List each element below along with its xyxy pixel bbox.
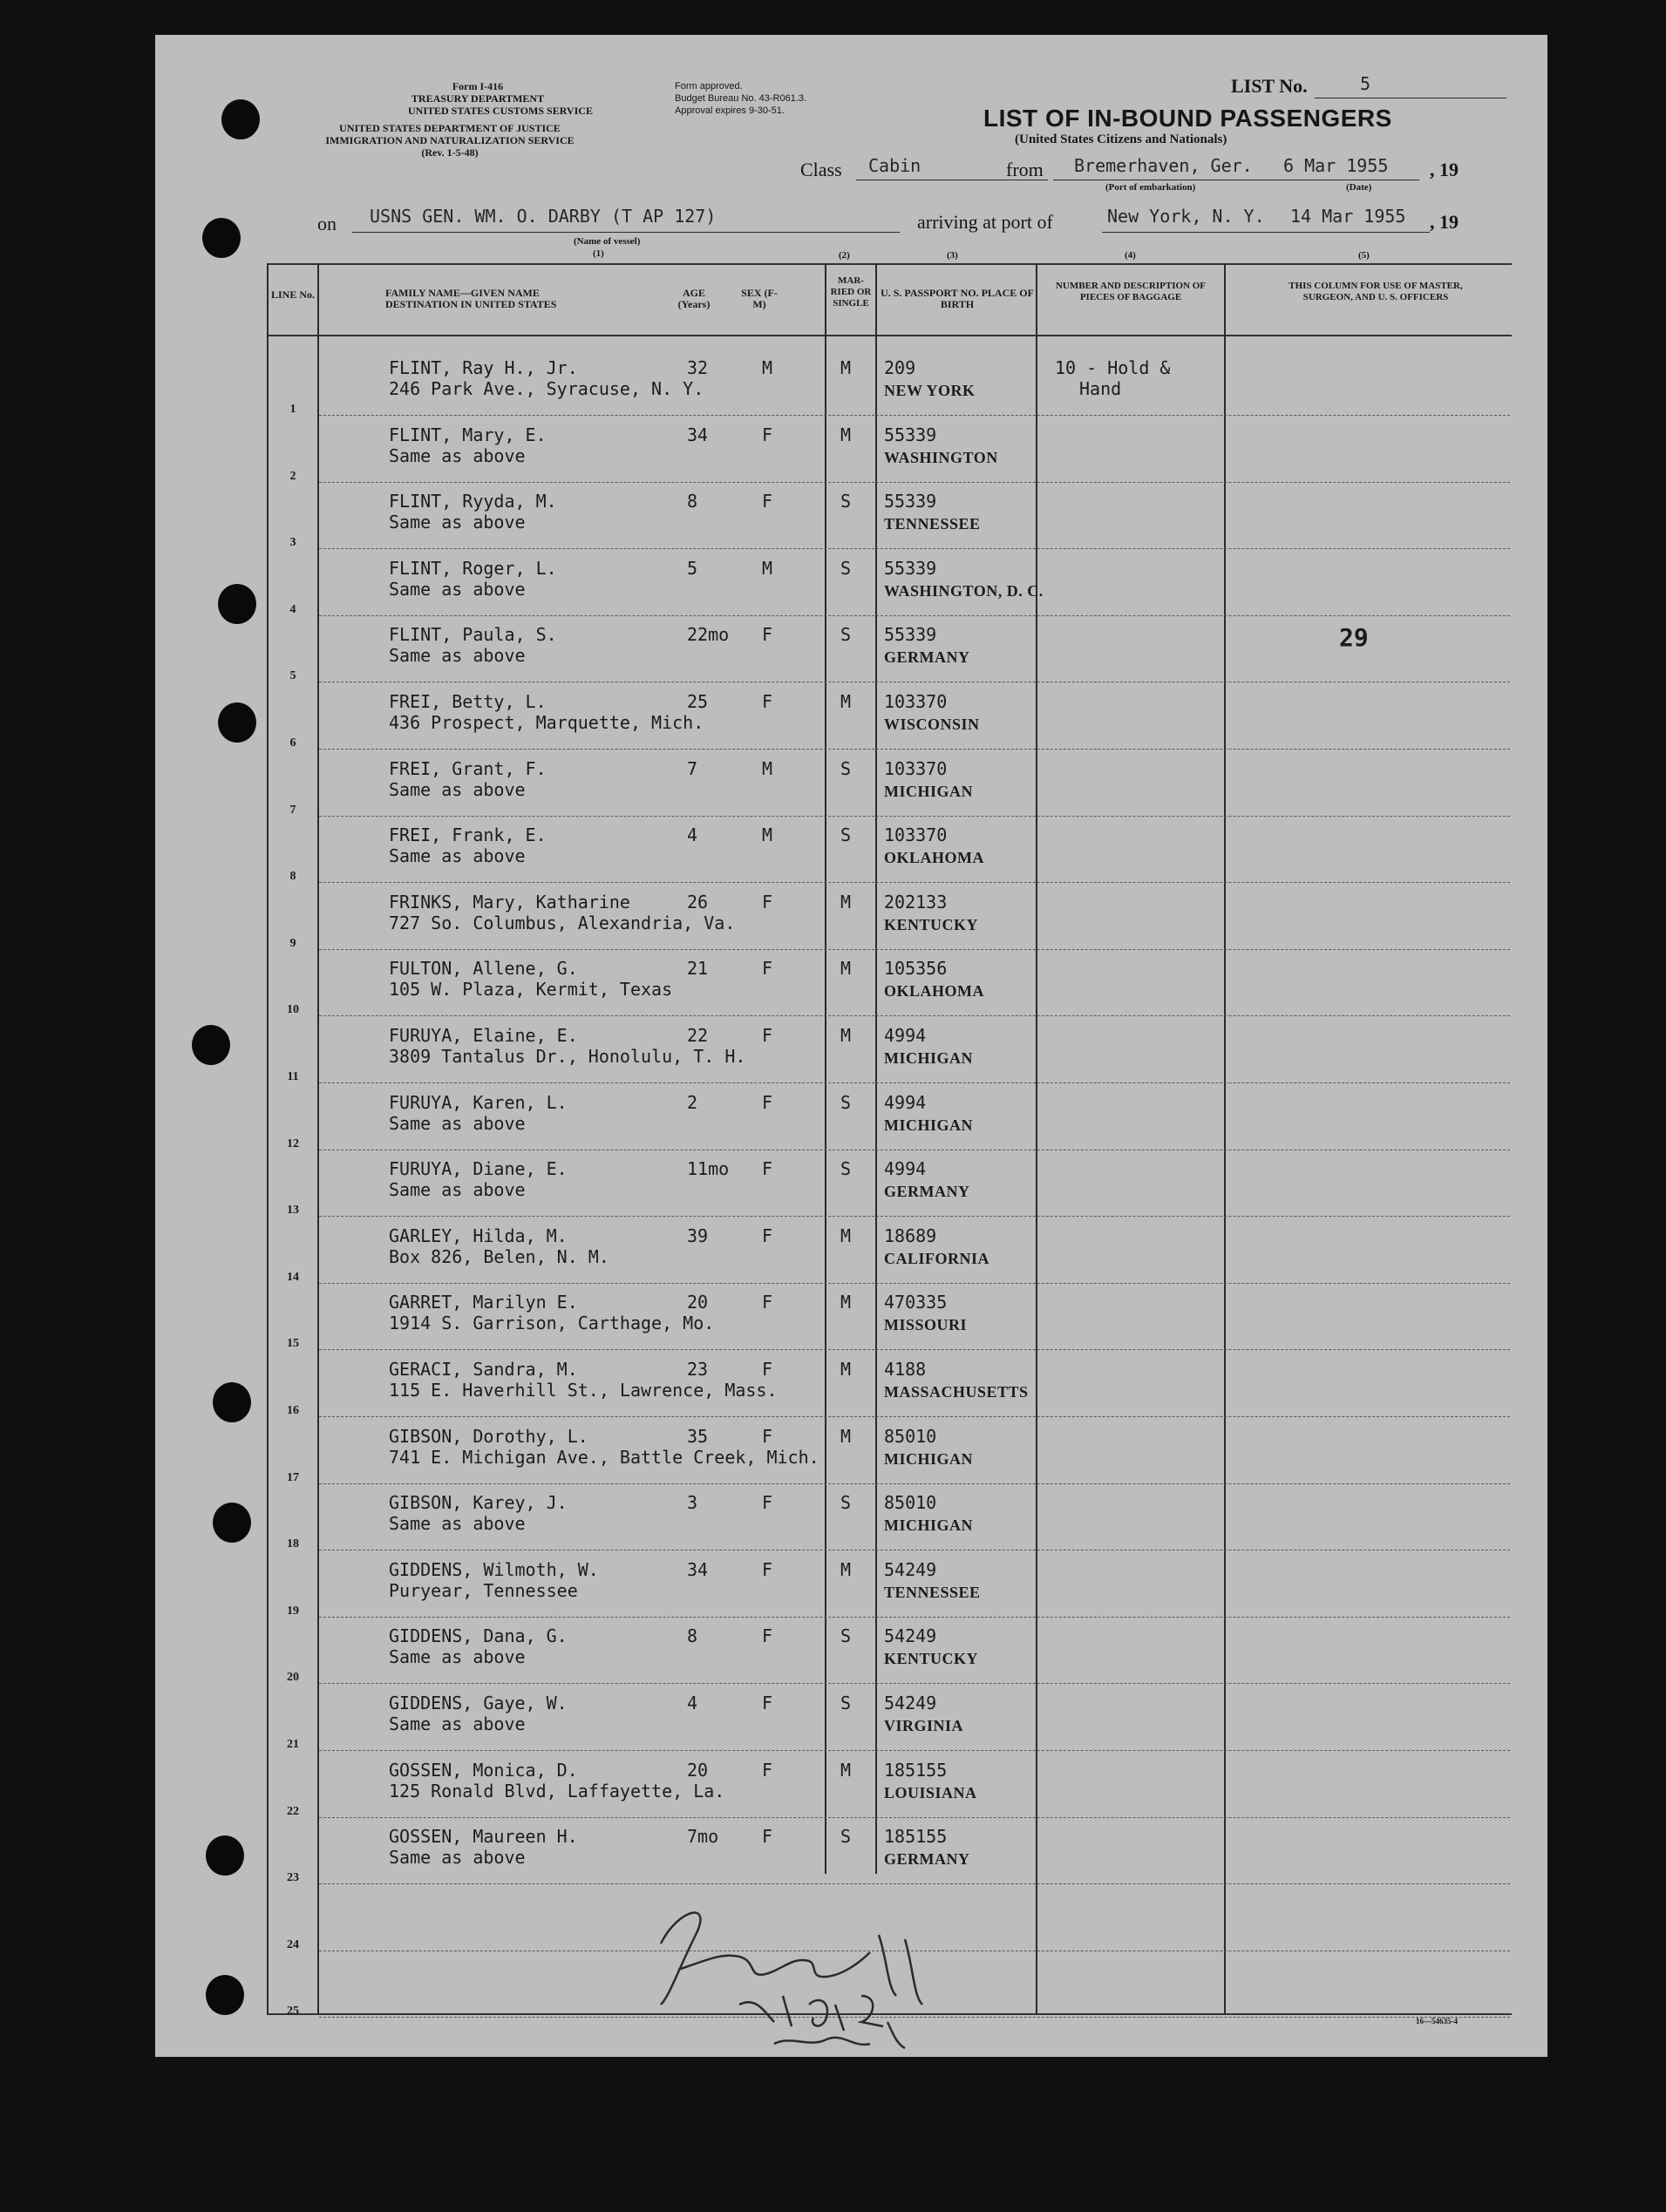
- officer-note: 29: [1339, 623, 1369, 653]
- passenger-destination: Same as above: [389, 1112, 526, 1134]
- vessel-caption: (Name of vessel): [574, 236, 641, 247]
- row-separator: [319, 615, 1510, 616]
- passenger-sex: M: [762, 357, 773, 378]
- passenger-age: 32: [687, 357, 709, 378]
- passenger-destination: Same as above: [389, 444, 526, 466]
- class-label: Class: [800, 159, 842, 180]
- marital-status: S: [840, 624, 852, 646]
- passenger-destination: 105 W. Plaza, Kermit, Texas: [389, 979, 673, 1001]
- passenger-sex: F: [762, 891, 773, 913]
- table-header-border: [267, 335, 1512, 336]
- passenger-name: FURUYA, Diane, E.: [389, 1158, 568, 1180]
- place-of-birth: CALIFORNIA: [884, 1249, 990, 1267]
- line-number: 19: [287, 1604, 299, 1618]
- passenger-age: 4: [687, 1693, 698, 1713]
- passport-number: 185155: [884, 1826, 948, 1848]
- marital-status: S: [840, 1091, 852, 1113]
- passenger-name: GARLEY, Hilda, M.: [389, 1225, 568, 1246]
- col-num-4: (4): [1125, 250, 1136, 261]
- line-number: 24: [287, 1937, 299, 1951]
- row-separator: [319, 415, 1510, 416]
- passenger-destination: Same as above: [389, 1179, 526, 1201]
- passenger-name: GARRET, Marilyn E.: [389, 1292, 578, 1313]
- place-of-birth: OKLAHOMA: [884, 849, 984, 867]
- place-of-birth: OKLAHOMA: [884, 982, 984, 1001]
- baggage-description: 10 - Hold &: [1055, 357, 1171, 378]
- passenger-age: 25: [687, 691, 709, 712]
- passenger-sex: F: [762, 1292, 773, 1313]
- passport-number: 55339: [884, 491, 937, 512]
- passport-number: 470335: [884, 1292, 948, 1313]
- row-separator: [319, 1750, 1510, 1751]
- marital-status: S: [840, 1492, 852, 1514]
- from-port: Bremerhaven, Ger.: [1074, 155, 1253, 176]
- marital-status: M: [840, 357, 852, 378]
- marital-status: M: [840, 1759, 852, 1781]
- passenger-name: GIBSON, Karey, J.: [389, 1492, 568, 1514]
- passenger-destination: Box 826, Belen, N. M.: [389, 1245, 609, 1267]
- line-number: 1: [289, 403, 296, 416]
- row-separator: [319, 949, 1510, 950]
- marital-status: M: [840, 958, 852, 980]
- row-separator: [319, 1617, 1510, 1618]
- place-of-birth: MICHIGAN: [884, 1116, 973, 1134]
- form-service-line: UNITED STATES CUSTOMS SERVICE: [408, 105, 593, 117]
- passport-number: 4188: [884, 1359, 927, 1380]
- row-separator: [319, 1483, 1510, 1484]
- place-of-birth: MICHIGAN: [884, 1517, 973, 1535]
- place-of-birth: MISSOURI: [884, 1316, 968, 1334]
- passenger-sex: F: [762, 1425, 773, 1447]
- col-header-sex: SEX (F-M): [741, 287, 778, 310]
- line-number: 16: [287, 1404, 299, 1417]
- col-num-5: (5): [1358, 250, 1370, 261]
- line-number: 5: [289, 669, 296, 683]
- col-header-baggage: NUMBER AND DESCRIPTION OF PIECES OF BAGGAGE: [1055, 281, 1207, 302]
- row-separator: [319, 1683, 1510, 1684]
- vessel-col-number: (1): [593, 248, 604, 259]
- row-separator: [319, 1283, 1510, 1284]
- passenger-age: 4: [687, 824, 698, 846]
- passenger-age: 8: [687, 491, 698, 512]
- place-of-birth: WASHINGTON, D. C.: [884, 581, 1044, 600]
- passport-number: 103370: [884, 691, 948, 712]
- passport-number: 18689: [884, 1225, 937, 1246]
- passport-number: 55339: [884, 424, 937, 445]
- marital-status: M: [840, 1558, 852, 1580]
- passenger-sex: F: [762, 1359, 773, 1380]
- page-title: LIST OF IN-BOUND PASSENGERS: [983, 105, 1392, 132]
- place-of-birth: GERMANY: [884, 648, 970, 667]
- passport-number: 4994: [884, 1158, 927, 1180]
- passenger-name: FLINT, Ray H., Jr.: [389, 357, 578, 378]
- place-of-birth: MICHIGAN: [884, 1449, 973, 1468]
- marital-status: M: [840, 424, 852, 445]
- passenger-name: GIDDENS, Gaye, W.: [389, 1693, 568, 1713]
- line-number: 22: [287, 1804, 299, 1818]
- line-number: 11: [287, 1070, 299, 1083]
- passenger-destination: Same as above: [389, 1513, 526, 1535]
- passenger-name: FLINT, Mary, E.: [389, 424, 547, 445]
- passenger-sex: M: [762, 557, 773, 579]
- passenger-age: 22: [687, 1025, 709, 1046]
- passport-number: 105356: [884, 958, 948, 980]
- marital-status: S: [840, 557, 852, 579]
- passport-number: 103370: [884, 824, 948, 846]
- marital-status: S: [840, 491, 852, 512]
- passenger-name: FURUYA, Elaine, E.: [389, 1025, 578, 1046]
- place-of-birth: TENNESSEE: [884, 1583, 981, 1601]
- passenger-age: 34: [687, 1558, 709, 1580]
- passenger-destination: 436 Prospect, Marquette, Mich.: [389, 712, 704, 733]
- passenger-sex: F: [762, 1759, 773, 1781]
- passport-number: 54249: [884, 1625, 937, 1647]
- passenger-destination: 115 E. Haverhill St., Lawrence, Mass.: [389, 1380, 778, 1401]
- marital-status: M: [840, 1025, 852, 1046]
- passenger-sex: F: [762, 1625, 773, 1647]
- passenger-sex: F: [762, 958, 773, 980]
- expiry-line: Approval expires 9-30-51.: [675, 105, 785, 116]
- marital-status: M: [840, 691, 852, 712]
- marital-status: M: [840, 1359, 852, 1380]
- place-of-birth: MICHIGAN: [884, 1049, 973, 1067]
- passenger-sex: M: [762, 824, 773, 846]
- col-header-name: FAMILY NAME—GIVEN NAME DESTINATION IN UNITED STATES: [385, 287, 557, 310]
- passenger-name: FRINKS, Mary, Katharine: [389, 891, 630, 913]
- passport-number: 185155: [884, 1759, 948, 1781]
- place-of-birth: WASHINGTON: [884, 448, 998, 466]
- passport-number: 103370: [884, 757, 948, 779]
- baggage-description-2: Hand: [1079, 378, 1122, 399]
- passport-number: 85010: [884, 1425, 937, 1447]
- passenger-age: 5: [687, 557, 698, 579]
- passenger-age: 20: [687, 1292, 709, 1313]
- binding-hole: [218, 584, 256, 624]
- print-code: 16—54635-4: [1416, 2017, 1458, 2025]
- passenger-name: GOSSEN, Maureen H.: [389, 1826, 578, 1848]
- col-num-2: (2): [839, 250, 850, 261]
- list-no-value: 5: [1360, 73, 1371, 94]
- passenger-sex: F: [762, 1693, 773, 1713]
- passport-number: 85010: [884, 1492, 937, 1514]
- passenger-destination: Puryear, Tennessee: [389, 1579, 578, 1601]
- passenger-name: FLINT, Ryyda, M.: [389, 491, 557, 512]
- passport-number: 4994: [884, 1025, 927, 1046]
- binding-hole: [218, 702, 256, 743]
- row-separator: [319, 1216, 1510, 1217]
- place-of-birth: NEW YORK: [884, 382, 976, 399]
- on-label: on: [317, 213, 337, 234]
- line-number: 17: [287, 1470, 299, 1484]
- row-separator: [319, 816, 1510, 817]
- passenger-name: FULTON, Allene, G.: [389, 958, 578, 980]
- marital-status: S: [840, 1158, 852, 1180]
- line-number: 7: [289, 803, 296, 817]
- place-of-birth: MASSACHUSETTS: [884, 1383, 1029, 1401]
- passport-number: 55339: [884, 624, 937, 646]
- line-number: 18: [287, 1537, 299, 1551]
- place-of-birth: GERMANY: [884, 1850, 970, 1869]
- binding-hole: [202, 218, 241, 258]
- line-number: 12: [287, 1137, 299, 1150]
- row-separator: [319, 1817, 1510, 1818]
- passenger-sex: F: [762, 1826, 773, 1848]
- passenger-name: GERACI, Sandra, M.: [389, 1359, 578, 1380]
- marital-status: S: [840, 824, 852, 846]
- passenger-age: 39: [687, 1225, 709, 1246]
- passenger-destination: Same as above: [389, 578, 526, 600]
- col-divider-officers: [1224, 263, 1226, 2015]
- passenger-age: 23: [687, 1359, 709, 1380]
- place-of-birth: WISCONSIN: [884, 716, 980, 733]
- vessel-name: USNS GEN. WM. O. DARBY (T AP 127): [370, 206, 717, 227]
- arriving-label: arriving at port of: [917, 211, 1053, 233]
- arrival-port: New York, N. Y.: [1107, 206, 1265, 227]
- passenger-sex: F: [762, 1558, 773, 1580]
- form-dept-line: TREASURY DEPARTMENT: [411, 92, 545, 105]
- col-num-3: (3): [947, 250, 958, 261]
- binding-hole: [213, 1503, 251, 1543]
- rev-line: (Rev. 1-5-48): [421, 146, 479, 159]
- passenger-name: GOSSEN, Monica, D.: [389, 1759, 578, 1781]
- passenger-name: FREI, Frank, E.: [389, 824, 547, 846]
- passenger-destination: 125 Ronald Blvd, Laffayette, La.: [389, 1780, 725, 1801]
- arrival-year-suffix: , 19: [1430, 211, 1459, 233]
- marital-status: M: [840, 891, 852, 913]
- passport-number: 202133: [884, 891, 948, 913]
- form-id-line: Form I-416: [452, 80, 504, 92]
- marital-status: M: [840, 1425, 852, 1447]
- passenger-name: FREI, Betty, L.: [389, 691, 547, 712]
- table-left-border: [267, 263, 269, 2015]
- col-divider-married: [825, 263, 826, 1874]
- approval-line: Form approved.: [675, 81, 743, 92]
- marital-status: S: [840, 757, 852, 779]
- row-separator: [319, 1015, 1510, 1016]
- line-number: 15: [287, 1337, 299, 1351]
- passenger-destination: Same as above: [389, 1713, 526, 1734]
- passenger-name: GIDDENS, Wilmoth, W.: [389, 1558, 599, 1580]
- passenger-destination: Same as above: [389, 778, 526, 800]
- passport-number: 209: [884, 357, 916, 378]
- passenger-age: 7: [687, 757, 698, 779]
- place-of-birth: LOUISIANA: [884, 1783, 977, 1801]
- row-separator: [319, 882, 1510, 883]
- line-number: 3: [289, 536, 296, 550]
- passenger-destination: Same as above: [389, 1646, 526, 1668]
- line-number: 13: [287, 1204, 299, 1218]
- port-embark-caption: (Port of embarkation): [1105, 182, 1196, 193]
- passenger-name: GIBSON, Dorothy, L.: [389, 1425, 588, 1447]
- col-header-line-no: LINE No.: [270, 288, 315, 301]
- passenger-name: FREI, Grant, F.: [389, 757, 547, 779]
- from-label: from: [1006, 159, 1044, 180]
- ins-line: IMMIGRATION AND NATURALIZATION SERVICE: [325, 134, 575, 146]
- passport-number: 55339: [884, 557, 937, 579]
- form-sheet: [155, 35, 1547, 2057]
- passenger-destination: Same as above: [389, 845, 526, 867]
- row-separator: [319, 548, 1510, 549]
- passenger-sex: F: [762, 491, 773, 512]
- passenger-sex: F: [762, 624, 773, 646]
- page-subtitle: (United States Citizens and Nationals): [1015, 132, 1227, 146]
- passenger-sex: F: [762, 1025, 773, 1046]
- arrival-date: 14 Mar 1955: [1290, 206, 1406, 227]
- passenger-age: 8: [687, 1625, 698, 1647]
- place-of-birth: VIRGINIA: [884, 1717, 964, 1734]
- col-divider-passport: [875, 263, 877, 1874]
- passenger-sex: F: [762, 1225, 773, 1246]
- place-of-birth: KENTUCKY: [884, 915, 979, 933]
- passport-number: 54249: [884, 1558, 937, 1580]
- passenger-destination: 727 So. Columbus, Alexandria, Va.: [389, 912, 736, 933]
- col-header-married: MAR- RIED OR SINGLE: [830, 275, 872, 309]
- row-separator: [319, 482, 1510, 483]
- passenger-destination: Same as above: [389, 645, 526, 667]
- from-year-suffix: , 19: [1430, 159, 1459, 180]
- marital-status: M: [840, 1292, 852, 1313]
- passenger-sex: M: [762, 757, 773, 779]
- marital-status: M: [840, 1225, 852, 1246]
- col-header-age: AGE (Years): [677, 287, 711, 310]
- passenger-destination: Same as above: [389, 512, 526, 533]
- binding-hole: [213, 1382, 251, 1422]
- doj-line: UNITED STATES DEPARTMENT OF JUSTICE: [339, 122, 561, 134]
- passenger-name: GIDDENS, Dana, G.: [389, 1625, 568, 1647]
- row-separator: [319, 1082, 1510, 1083]
- passport-number: 54249: [884, 1693, 937, 1713]
- passenger-table: [155, 35, 1547, 2057]
- passenger-sex: F: [762, 1158, 773, 1180]
- passenger-sex: F: [762, 1492, 773, 1514]
- passenger-name: FLINT, Roger, L.: [389, 557, 557, 579]
- passenger-destination: 1914 S. Garrison, Carthage, Mo.: [389, 1313, 715, 1334]
- line-number: 9: [289, 936, 296, 950]
- passenger-destination: 246 Park Ave., Syracuse, N. Y.: [389, 378, 704, 399]
- binding-hole: [192, 1025, 230, 1065]
- row-separator: [319, 1349, 1510, 1350]
- place-of-birth: KENTUCKY: [884, 1650, 979, 1668]
- col-divider-line-no: [317, 263, 319, 2015]
- marital-status: S: [840, 1693, 852, 1713]
- passenger-name: FURUYA, Karen, L.: [389, 1091, 568, 1113]
- passenger-name: FLINT, Paula, S.: [389, 624, 557, 646]
- passenger-age: 20: [687, 1759, 709, 1781]
- passenger-sex: F: [762, 691, 773, 712]
- row-separator: [319, 1416, 1510, 1417]
- passenger-destination: 741 E. Michigan Ave., Battle Creek, Mich.: [389, 1446, 819, 1468]
- passenger-age: 34: [687, 424, 709, 445]
- passenger-age: 26: [687, 891, 709, 913]
- passenger-age: 7mo: [687, 1826, 719, 1848]
- binding-hole: [206, 1975, 244, 2015]
- passenger-age: 35: [687, 1425, 709, 1447]
- class-value: Cabin: [868, 155, 921, 176]
- place-of-birth: TENNESSEE: [884, 515, 981, 533]
- place-of-birth: MICHIGAN: [884, 782, 973, 800]
- passenger-destination: Same as above: [389, 1847, 526, 1869]
- line-number: 20: [287, 1671, 299, 1685]
- officer-signature: [643, 1874, 957, 2057]
- marital-status: S: [840, 1826, 852, 1848]
- col-header-officers: THIS COLUMN FOR USE OF MASTER, SURGEON, AND U. S. OFFICERS: [1289, 281, 1463, 302]
- table-top-border: [267, 263, 1512, 265]
- passenger-age: 2: [687, 1091, 698, 1113]
- line-number: 8: [289, 870, 296, 884]
- place-of-birth: GERMANY: [884, 1183, 970, 1201]
- passenger-age: 3: [687, 1492, 698, 1514]
- list-no-label: LIST No.: [1231, 75, 1308, 97]
- budget-line: Budget Bureau No. 43-R061.3.: [675, 93, 807, 104]
- line-number: 23: [287, 1871, 299, 1885]
- col-divider-baggage: [1036, 263, 1037, 2015]
- marital-status: S: [840, 1625, 852, 1647]
- line-number: 14: [287, 1270, 299, 1284]
- line-number: 21: [287, 1738, 299, 1751]
- passenger-destination: 3809 Tantalus Dr., Honolulu, T. H.: [389, 1046, 746, 1067]
- date-caption: (Date): [1346, 182, 1372, 193]
- line-number: 10: [287, 1003, 299, 1017]
- binding-hole: [221, 99, 260, 139]
- line-number: 4: [289, 602, 296, 616]
- passenger-age: 21: [687, 958, 709, 980]
- col-header-passport: U. S. PASSPORT NO. PLACE OF BIRTH: [881, 287, 1034, 310]
- passenger-sex: F: [762, 424, 773, 445]
- row-separator: [319, 749, 1510, 750]
- from-date: 6 Mar 1955: [1283, 155, 1389, 176]
- passport-number: 4994: [884, 1091, 927, 1113]
- line-number: 25: [287, 2005, 299, 2019]
- passenger-sex: F: [762, 1091, 773, 1113]
- passenger-age: 22mo: [687, 624, 730, 646]
- line-number: 6: [289, 736, 296, 750]
- passenger-age: 11mo: [687, 1158, 730, 1180]
- line-number: 2: [289, 469, 296, 483]
- binding-hole: [206, 1835, 244, 1876]
